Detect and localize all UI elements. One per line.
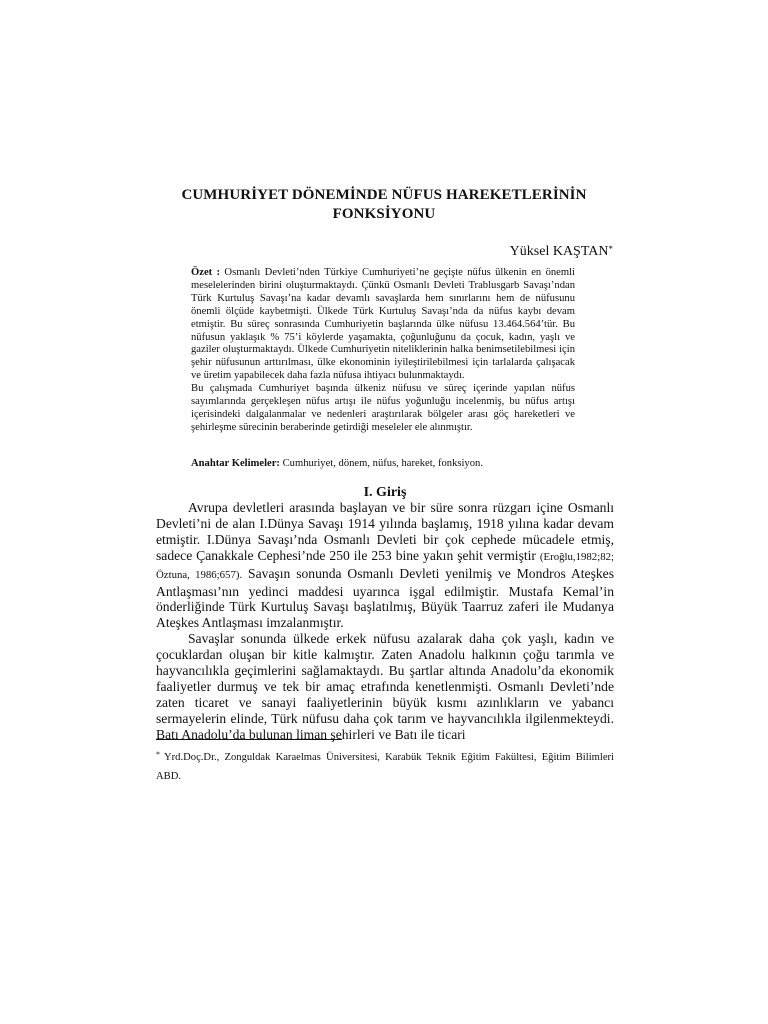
body-p1-text: Avrupa devletleri arasında başlayan ve bir süre sonra rüzgarı içine Osmanlı Devleti’ni de alan I.Dünya Savaşı 1914 yılında başlamış, 1918 yılına kadar devam etmiştir. I.Dünya Savaşı’nda Osmanlı Devleti bir çok cephede mücadele etmiş, sadece Çanakkale Cephesi’nde 250 ile 253 bine yakın şehit vermiştir bbox=[156, 500, 614, 563]
body-paragraph-2: Savaşlar sonunda ülkede erkek nüfusu azalarak daha çok yaşlı, kadın ve çocuklardan oluşan bir kitle kalmıştır. Zaten Anadolu halkının çoğu tarımla ve hayvancılıkla geçimlerini sağlamaktaydı. Bu şartlar altında Anadolu’da ekonomik faaliyetler durmuş ve tek bir amaç etrafında kenetlenmişti. Osmanlı Devleti’nde zaten ticaret ve sanayi faaliyetlerinin büyük kısmı azınlıkların ve yabancı sermayelerin elinde, Türk nüfusu daha çok tarım ve hayvancılıkla ilgilenmekteydi. Batı Anadolu’da bulunan liman şehirleri ve Batı ile ticari bbox=[156, 631, 614, 742]
keywords bbox=[191, 457, 575, 470]
author-line bbox=[510, 243, 613, 261]
abstract-text-1: Osmanlı Devleti’nden Türkiye Cumhuriyeti’ne geçişte nüfus ülkenin en önemli meselelerinden birini oluşturmaktaydı. Çünkü Osmanlı Devleti Trablusgarb Savaşı’ndan Türk Kurtuluş Savaşı’na kadar devamlı savaşlarda hem sınırlarını hem de nüfusunu önemli ölçüde kaybetmişti. Ülkede Türk Kurtuluş Savaşı’nda da nüfus kaybı devam etmiştir. Bu süreç sonrasında Cumhuriyetin başlarında ülke nüfusu 13.464.564’tür. Bu nüfusun yaklaşık % 75’i köylerde yaşamakta, çoğunluğunu da çocuk, kadın, yaşlı ve gaziler oluşturmaktaydı. Ülkede Cumhuriyetin niteliklerinin halka benimsetilebilmesi için şehir nüfusunun arttırılması, ülke ekonominin iyileştirilebilmesi için tarlalarda çalışacak ve üretim yapabilecek daha fazla nüfusa ihtiyacı bulunmaktaydı. bbox=[191, 267, 575, 382]
section-body bbox=[156, 500, 614, 743]
section-heading: I. Giriş bbox=[363, 485, 407, 500]
footnote-divider bbox=[156, 739, 342, 740]
body-p1-text-continued: Savaşın sonunda Osmanlı Devleti yenilmiş ve Mondros Ateşkes Antlaşması’nın yedinci maddesi uyarınca işgal edilmiştir. Mustafa Kemal’in önderliğinde Türk Kurtuluş Savaşı başlatılmış, Büyük Taarruz zaferi ile Mudanya Ateşkes Antlaşması imzalanmıştır. bbox=[156, 565, 614, 631]
abstract-paragraph-1 bbox=[191, 267, 575, 383]
footnote-text: Yrd.Doç.Dr., Zonguldak Karaelmas Üniversitesi, Karabük Teknik Eğitim Fakültesi, Eğitim Bilimleri ABD. bbox=[156, 752, 614, 782]
abstract-paragraph-2: Bu çalışmada Cumhuriyet başında ülkeniz nüfusu ve süreç içerinde yapılan nüfus sayımlarında gerçekleşen nüfus artışı ile nüfus yoğunluğu incelenmiş, bu nüfus artışı içerisindeki dalgalanmalar ve nedenleri araştırılarak bölgeler arası göç hareketleri ve şehirleşme sürecinin beraberinde getirdiği meseleler ele alınmıştır. bbox=[191, 383, 575, 433]
citation: (Eroğlu,1982;82; Öztuna, 1986;657). bbox=[156, 550, 614, 581]
keywords-label: Anahtar Kelimeler: bbox=[191, 458, 280, 469]
abstract-label: Özet : bbox=[191, 267, 221, 278]
paper-title: CUMHURİYET DÖNEMİNDE NÜFUS HAREKETLERİNİN FONKSİYONU bbox=[181, 187, 587, 222]
abstract bbox=[191, 267, 575, 435]
footnote bbox=[156, 748, 614, 786]
author-name: Yüksel KAŞTAN bbox=[509, 244, 609, 259]
footnote-mark: * bbox=[156, 750, 160, 759]
keywords-text: Cumhuriyet, dönem, nüfus, hareket, fonksiyon. bbox=[282, 458, 483, 469]
body-paragraph-1 bbox=[156, 500, 614, 631]
author-footnote-mark: * bbox=[608, 244, 613, 254]
